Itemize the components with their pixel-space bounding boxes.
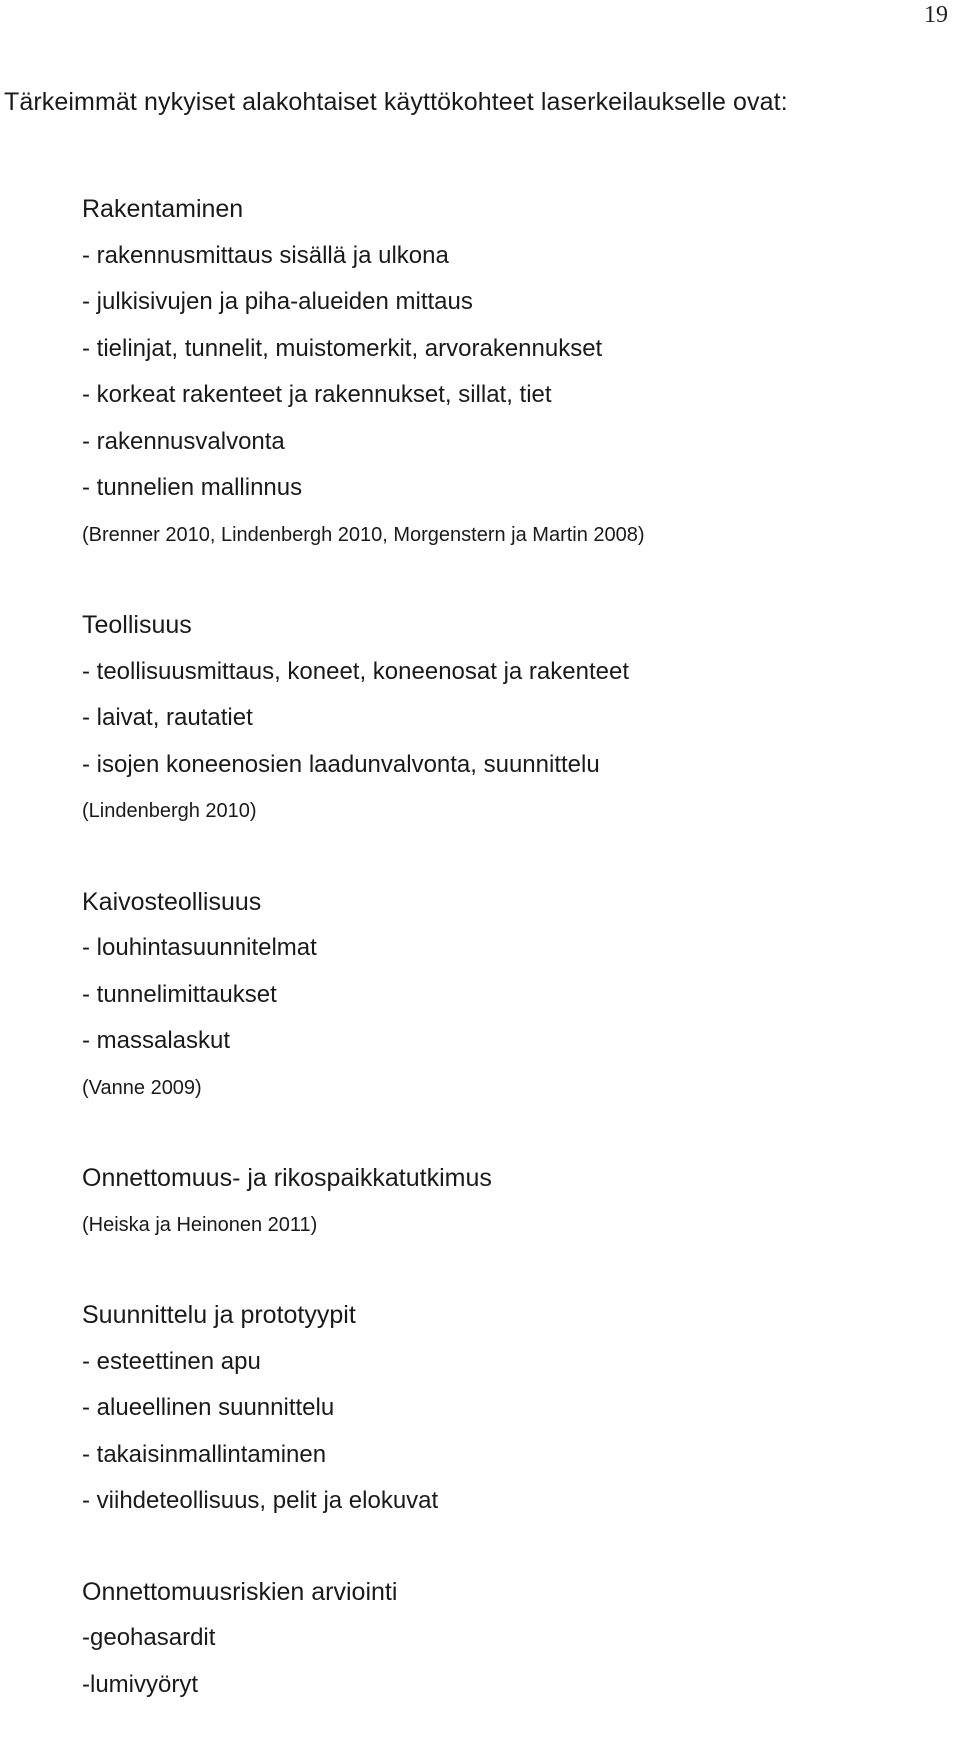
list-item: - esteettinen apu (82, 1347, 261, 1375)
list-item: - julkisivujen ja piha-alueiden mittaus (82, 288, 473, 315)
section-heading: Onnettomuusriskien arviointi (82, 1577, 398, 1606)
list-item: - viihdeteollisuus, pelit ja elokuvat (82, 1487, 439, 1514)
section-heading: Rakentaminen (82, 195, 244, 223)
reference-citation: (Heiska ja Heinonen 2011) (82, 1213, 318, 1236)
section-onnettomuusriskit (82, 1569, 942, 1709)
intro-paragraph: Tärkeimmät nykyiset alakohtaiset käyttökohteet laserkeilaukselle ovat: (4, 88, 788, 116)
section-teollisuus (82, 602, 942, 835)
section-heading: Onnettomuus- ja rikospaikkatutkimus (82, 1164, 492, 1192)
list-item: - isojen koneenosien laadunvalvonta, suunnittelu (82, 750, 600, 778)
page-number: 19 (924, 2, 948, 28)
list-item: - korkeat rakenteet ja rakennukset, sillat, tiet (82, 381, 552, 408)
list-item: - rakennusmittaus sisällä ja ulkona (82, 241, 449, 269)
section-heading: Kaivosteollisuus (82, 887, 262, 916)
reference-citation: (Brenner 2010, Lindenbergh 2010, Morgenstern ja Martin 2008) (82, 523, 645, 546)
list-item: - massalaskut (82, 1027, 231, 1054)
list-item: - laivat, rautatiet (82, 704, 253, 731)
list-item: - takaisinmallintaminen (82, 1440, 327, 1468)
section-heading: Suunnittelu ja prototyypit (82, 1301, 356, 1329)
list-item: - tunnelien mallinnus (82, 474, 303, 501)
list-item: -geohasardit (82, 1624, 216, 1651)
section-kaivosteollisuus (82, 879, 942, 1112)
reference-citation: (Lindenbergh 2010) (82, 800, 257, 822)
list-item: - teollisuusmittaus, koneet, koneenosat ja rakenteet (82, 657, 629, 685)
list-item: - louhintasuunnitelmat (82, 934, 317, 961)
list-item: - tielinjat, tunnelit, muistomerkit, arvorakennukset (82, 334, 603, 362)
list-item: - alueellinen suunnittelu (82, 1394, 335, 1421)
reference-citation: (Vanne 2009) (82, 1076, 202, 1099)
list-item: - rakennusvalvonta (82, 427, 285, 455)
section-suunnittelu (82, 1292, 942, 1525)
list-item: - tunnelimittaukset (82, 980, 277, 1008)
list-item: -lumivyöryt (82, 1670, 199, 1698)
section-onnettomuus-rikospaikka (82, 1155, 942, 1248)
section-heading: Teollisuus (82, 611, 192, 639)
section-rakentaminen (82, 186, 942, 558)
application-sections-list (82, 186, 942, 1752)
